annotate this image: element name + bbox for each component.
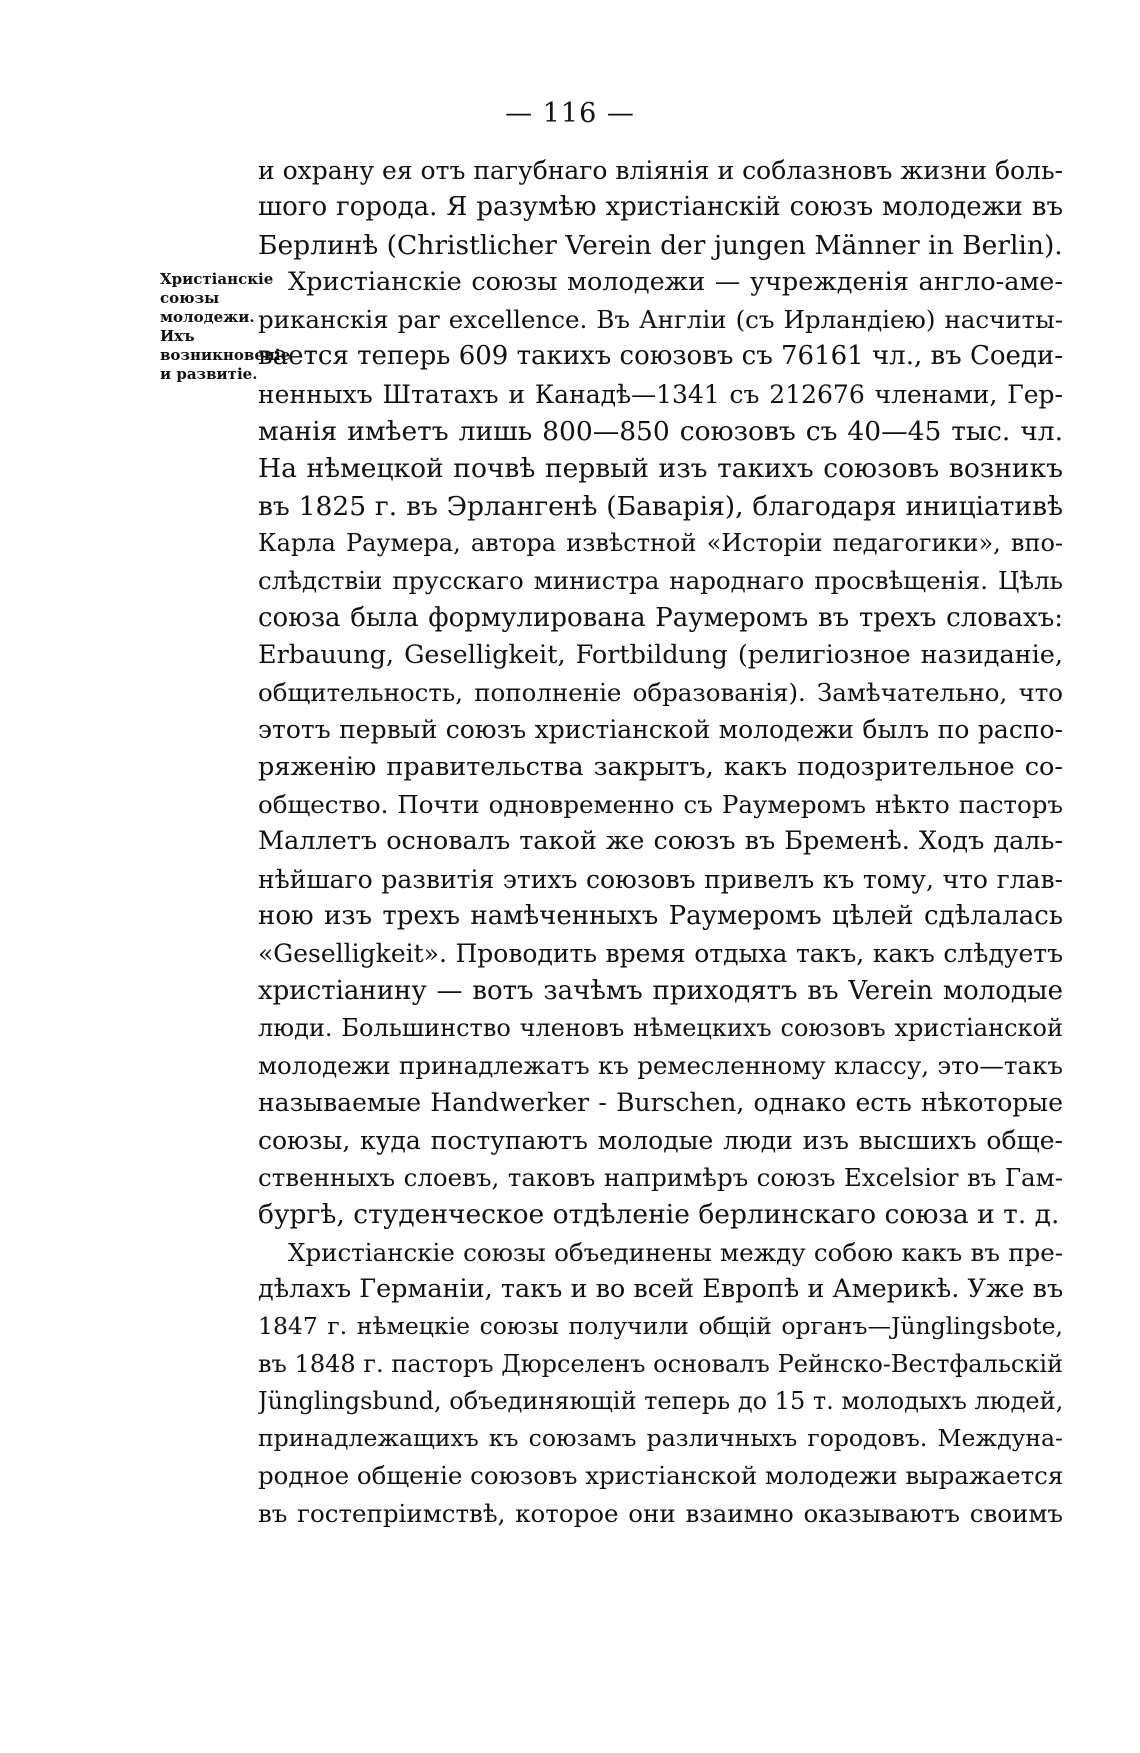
- text-line: слѣдствіи прусскаго министра народнаго просвѣщенія. Цѣль: [258, 566, 1063, 596]
- text-line: христіанину — вотъ зачѣмъ приходятъ въ Verein молодые: [258, 975, 1063, 1006]
- margin-note: Христіанскіе союзы молодежи. Ихъ возникновеніе и развитіе.: [160, 270, 291, 383]
- text-line: союза была формулирована Раумеромъ въ трехъ словахъ:: [258, 602, 1063, 633]
- text-line: манія имѣетъ лишь 800—850 союзовъ съ 40—45 тыс. чл.: [258, 416, 1063, 448]
- text-line: нѣйшаго развитія этихъ союзовъ привелъ къ тому, что глав-: [258, 864, 1063, 894]
- text-line: Маллетъ основалъ такой же союзъ въ Бременѣ. Ходъ даль-: [258, 826, 1063, 857]
- text-line: шого города. Я разумѣю христіанскій союзъ молодежи въ: [258, 192, 1063, 223]
- page-number: — 116 —: [505, 98, 635, 129]
- text-line: ряженію правительства закрытъ, какъ подозрительное со-: [258, 751, 1063, 782]
- text-line: На нѣмецкой почвѣ первый изъ такихъ союзовъ возникъ: [258, 453, 1063, 485]
- text-line: въ гостепріимствѣ, которое они взаимно оказываютъ своимъ: [258, 1498, 1063, 1528]
- text-line: 1847 г. нѣмецкіе союзы получили общій органъ—Jünglingsbote,: [258, 1312, 1063, 1341]
- text-line: называемые Handwerker - Burschen, однако есть нѣкоторые: [258, 1088, 1063, 1118]
- body-text: [258, 152, 1063, 1532]
- text-line: «Geselligkeit». Проводить время отдыха такъ, какъ слѣдуетъ: [258, 939, 1063, 969]
- text-line: Христіанскіе союзы молодежи — учрежденія англо-аме-: [288, 266, 1063, 297]
- text-line: въ 1848 г. пасторъ Дюрселенъ основалъ Рейнско-Вестфальскій: [258, 1349, 1063, 1378]
- text-line: Карла Раумера, автора извѣстной «Исторіи педагогики», впо-: [258, 528, 1063, 557]
- text-line: родное общеніе союзовъ христіанской молодежи выражается: [258, 1461, 1063, 1491]
- text-line: принадлежащихъ къ союзамъ различныхъ городовъ. Междуна-: [258, 1424, 1063, 1453]
- text-line: Берлинѣ (Christlicher Verein der jungen Männer in Berlin).: [258, 229, 1063, 261]
- text-line: люди. Большинство членовъ нѣмецкихъ союзовъ христіанской: [258, 1013, 1063, 1042]
- text-line: ненныхъ Штатахъ и Канадѣ—1341 съ 212676 членами, Гер-: [258, 379, 1063, 409]
- text-line: ственныхъ слоевъ, таковъ напримѣръ союзъ Excelsior въ Гам-: [258, 1163, 1063, 1193]
- text-line: въ 1825 г. въ Эрлангенѣ (Баварія), благодаря иниціативѣ: [258, 490, 1063, 522]
- text-line: ною изъ трехъ намѣченныхъ Раумеромъ цѣлей сдѣлалась: [258, 900, 1063, 931]
- text-line: и охрану ея отъ пагубнаго вліянія и соблазновъ жизни боль-: [258, 156, 1063, 185]
- text-line: дѣлахъ Германіи, такъ и во всей Европѣ и Америкѣ. Уже въ: [258, 1273, 1063, 1304]
- text-line: риканскія par excellence. Въ Англіи (съ Ирландіею) насчиты-: [258, 305, 1063, 335]
- text-line: этотъ первый союзъ христіанской молодежи былъ по распо-: [258, 715, 1063, 745]
- text-line: общительность, пополненіе образованія). Замѣчательно, что: [258, 678, 1063, 708]
- text-line: Jünglingsbund, объединяющій теперь до 15 т. молодыхъ людей,: [258, 1386, 1063, 1415]
- text-line: общество. Почти одновременно съ Раумеромъ нѣкто пасторъ: [258, 790, 1063, 820]
- text-line: союзы, куда поступаютъ молодые люди изъ высшихъ обще-: [258, 1125, 1063, 1155]
- text-line: Erbauung, Geselligkeit, Fortbildung (религіозное назиданіе,: [258, 639, 1063, 670]
- text-line: бургѣ, студенческое отдѣленіе берлинскаго союза и т. д.: [258, 1199, 1060, 1231]
- text-line: Христіанскіе союзы объединены между собою какъ въ пре-: [288, 1237, 1063, 1267]
- text-line: молодежи принадлежатъ къ ремесленному классу, это—такъ: [258, 1051, 1063, 1081]
- text-line: вается теперь 609 такихъ союзовъ съ 76161 чл., въ Соеди-: [258, 341, 1063, 372]
